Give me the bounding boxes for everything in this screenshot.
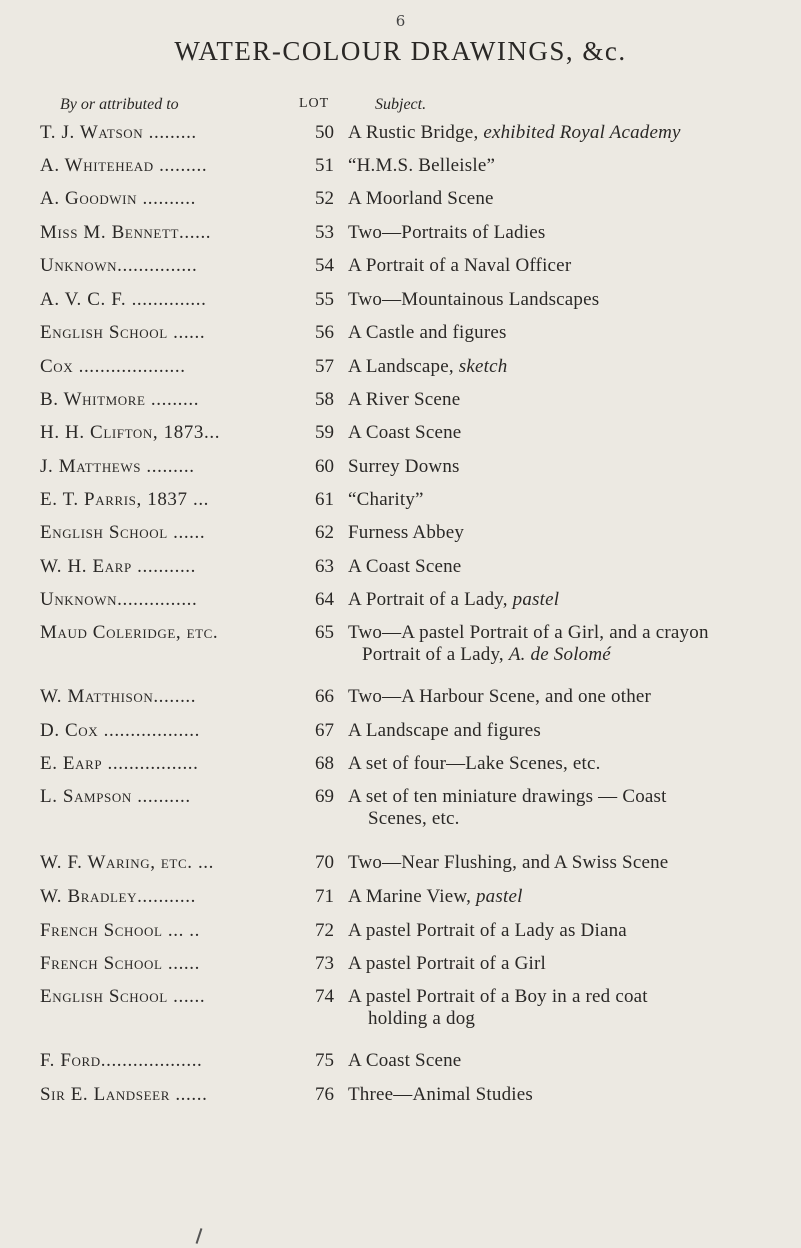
subject-description: A Moorland Scene <box>348 188 494 209</box>
subject-column-header: Subject. <box>375 96 427 113</box>
lot-number: 62 <box>315 522 334 543</box>
subject-description: A pastel Portrait of a Lady as Diana <box>348 920 627 941</box>
page-number: 6 <box>395 12 406 30</box>
subject-description: A Landscape and figures <box>348 720 541 741</box>
subject-description: Three—Animal Studies <box>348 1084 533 1105</box>
subject-description: Furness Abbey <box>348 522 465 543</box>
lot-number: 55 <box>315 289 334 310</box>
subject-description: A River Scene <box>348 389 461 410</box>
lot-number: 67 <box>315 720 334 741</box>
lot-number: 69 <box>315 786 334 807</box>
lot-number: 70 <box>315 852 334 873</box>
lot-number: 72 <box>315 920 334 941</box>
lot-number: 68 <box>315 753 334 774</box>
artist-name: English School ...... <box>40 522 206 543</box>
subject-description: Surrey Downs <box>348 456 460 477</box>
subject-description: A pastel Portrait of a Boy in a red coat holding a dog <box>348 986 778 1030</box>
artist-name: B. Whitmore ......... <box>40 389 200 410</box>
artist-name: W. Matthison........ <box>40 686 197 707</box>
lot-column-header: LOT <box>299 96 330 111</box>
lot-number: 58 <box>315 389 334 410</box>
subject-continuation: holding a dog <box>368 1008 476 1029</box>
lot-number: 59 <box>315 422 334 443</box>
artist-name: Unknown............... <box>40 589 198 610</box>
artist-name: A. Goodwin .......... <box>40 188 196 209</box>
lot-number: 60 <box>315 456 334 477</box>
subject-description: “Charity” <box>348 489 424 510</box>
artist-name: W. H. Earp ........... <box>40 556 197 577</box>
artist-name: T. J. Watson ......... <box>40 122 197 143</box>
lot-number: 56 <box>315 322 334 343</box>
lot-number: 57 <box>315 356 334 377</box>
artist-name: W. Bradley........... <box>40 886 196 907</box>
artist-name: F. Ford................... <box>40 1050 203 1071</box>
lot-number: 76 <box>315 1084 334 1105</box>
artist-name: A. Whitehead ......... <box>40 155 208 176</box>
artist-name: Cox .................... <box>40 356 186 377</box>
lot-number: 74 <box>315 986 334 1007</box>
subject-description: Two—A Harbour Scene, and one other <box>348 686 652 707</box>
subject-description: A Castle and figures <box>348 322 507 343</box>
pencil-mark <box>196 1228 203 1244</box>
lot-number: 51 <box>315 155 334 176</box>
subject-description: A Portrait of a Naval Officer <box>348 255 572 276</box>
artist-name: French School ... .. <box>40 920 200 941</box>
subject-description: Two—A pastel Portrait of a Girl, and a crayon Portrait of a Lady, A. de Solomé <box>348 622 778 666</box>
artist-name: H. H. Clifton, 1873... <box>40 422 221 443</box>
subject-description: A set of four—Lake Scenes, etc. <box>348 753 601 774</box>
lot-number: 64 <box>315 589 334 610</box>
subject-continuation: Portrait of a Lady, A. de Solomé <box>362 644 611 665</box>
lot-number: 53 <box>315 222 334 243</box>
subject-description: A Marine View, pastel <box>348 886 523 907</box>
artist-name: Maud Coleridge, etc. <box>40 622 219 643</box>
lot-number: 54 <box>315 255 334 276</box>
artist-name: W. F. Waring, etc. ... <box>40 852 214 873</box>
artist-name: D. Cox .................. <box>40 720 200 741</box>
subject-description: “H.M.S. Belleisle” <box>348 155 496 176</box>
subject-description: A Coast Scene <box>348 422 462 443</box>
subject-description: A Coast Scene <box>348 556 462 577</box>
subject-description: A Landscape, sketch <box>348 356 508 377</box>
lot-number: 52 <box>315 188 334 209</box>
artist-name: English School ...... <box>40 322 206 343</box>
subject-description: Two—Portraits of Ladies <box>348 222 546 243</box>
subject-continuation: Scenes, etc. <box>368 808 460 829</box>
subject-description: Two—Near Flushing, and A Swiss Scene <box>348 852 669 873</box>
artist-name: E. Earp ................. <box>40 753 199 774</box>
artist-column-header: By or attributed to <box>60 96 179 113</box>
subject-description: A set of ten miniature drawings — Coast Scenes, etc. <box>348 786 778 830</box>
artist-name: J. Matthews ......... <box>40 456 195 477</box>
artist-name: E. T. Parris, 1837 ... <box>40 489 210 510</box>
subject-description: Two—Mountainous Landscapes <box>348 289 600 310</box>
artist-name: English School ...... <box>40 986 206 1007</box>
subject-description: A Rustic Bridge, exhibited Royal Academy <box>348 122 681 143</box>
lot-number: 50 <box>315 122 334 143</box>
subject-description: A pastel Portrait of a Girl <box>348 953 546 974</box>
lot-number: 66 <box>315 686 334 707</box>
lot-number: 63 <box>315 556 334 577</box>
artist-name: French School ...... <box>40 953 200 974</box>
artist-name: A. V. C. F. .............. <box>40 289 207 310</box>
subject-description: A Portrait of a Lady, pastel <box>348 589 560 610</box>
subject-description: A Coast Scene <box>348 1050 462 1071</box>
artist-name: L. Sampson .......... <box>40 786 191 807</box>
artist-name: Sir E. Landseer ...... <box>40 1084 208 1105</box>
lot-number: 73 <box>315 953 334 974</box>
lot-number: 65 <box>315 622 334 643</box>
artist-name: Unknown............... <box>40 255 198 276</box>
lot-number: 75 <box>315 1050 334 1071</box>
artist-name: Miss M. Bennett...... <box>40 222 212 243</box>
page-title: WATER-COLOUR DRAWINGS, &c. <box>174 36 627 66</box>
lot-number: 71 <box>315 886 334 907</box>
lot-number: 61 <box>315 489 334 510</box>
